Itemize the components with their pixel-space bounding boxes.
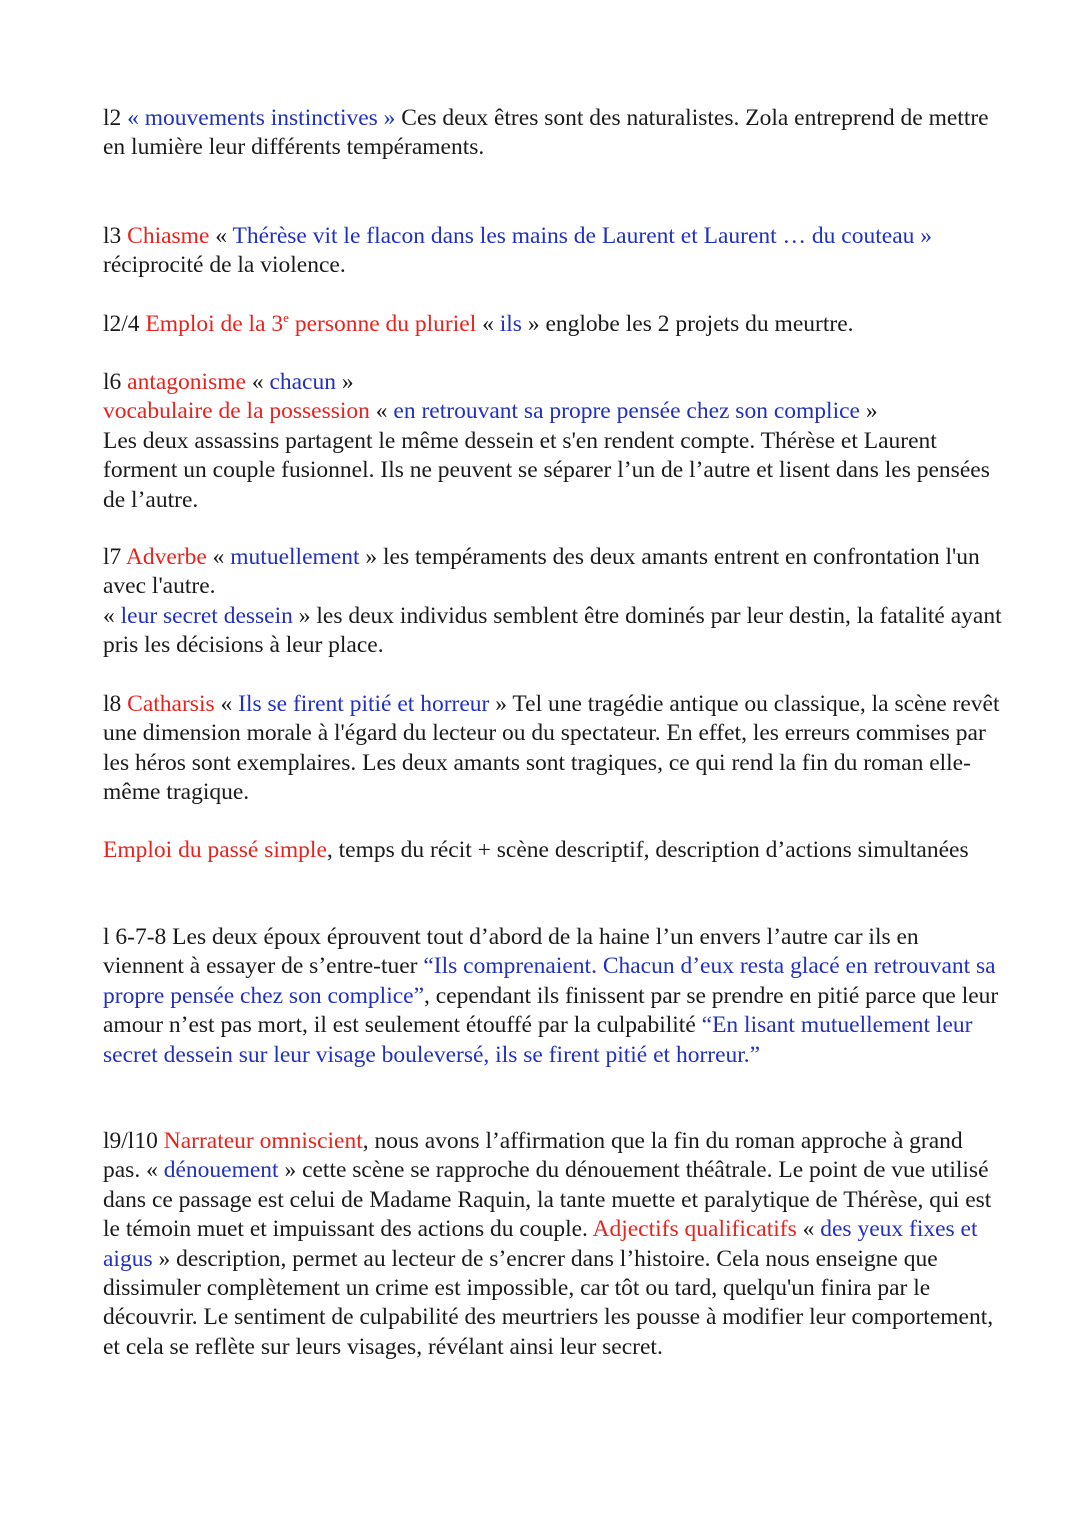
paragraph-l7 bbox=[103, 543, 1003, 661]
paragraph-passe-simple bbox=[103, 836, 1003, 865]
quotation: “Ils comprenaient. Chacun d’eux resta glacé en retrouvant sa propre pensée chez son complice” bbox=[103, 953, 996, 1009]
commentary-text: , nous avons l’affirmation que la fin du roman approche à grand pas. « bbox=[103, 1128, 963, 1184]
commentary-text: » les tempéraments des deux amants entrent en confrontation l'un avec l'autre. bbox=[103, 544, 980, 600]
commentary-text: Ces deux êtres sont des naturalistes. Zola entreprend de mettre en lumière leur différents tempéraments. bbox=[103, 105, 989, 161]
annotation-term: antagonisme bbox=[127, 369, 246, 395]
commentary-text: « bbox=[476, 311, 500, 337]
commentary-text: « bbox=[103, 602, 121, 629]
quotation: ils bbox=[499, 311, 522, 337]
commentary-text: l2/4 bbox=[103, 311, 146, 337]
commentary-text: » bbox=[859, 398, 878, 425]
commentary-text: , temps du récit + scène descriptif, description d’actions simultanées bbox=[326, 837, 969, 863]
commentary-text: l 6-7-8 Les deux époux éprouvent tout d’abord de la haine l’un envers l’autre car ils en viennent à essayer de s’entre-tuer bbox=[103, 924, 919, 980]
commentary-text: « bbox=[369, 398, 394, 425]
commentary-text: l3 bbox=[103, 223, 128, 249]
commentary-text: » cette scène se rapproche du dénouement théâtrale. Le point de vue utilisé dans ce passage est celui de Madame Raquin, la tante muette et paralytique de Thérèse, qui est le témoin muet et impuissant des actions du couple. bbox=[103, 1157, 992, 1243]
annotation-term: Emploi de la 3 bbox=[145, 311, 284, 337]
commentary-text: l7 bbox=[103, 544, 126, 570]
commentary-text: » englobe les 2 projets du meurtre. bbox=[521, 311, 854, 337]
paragraph-l6 bbox=[103, 368, 1003, 515]
annotation-term: Adverbe bbox=[125, 544, 207, 570]
commentary-text: , cependant ils finissent par se prendre en pitié parce que leur amour n’est pas mort, il est seulement étouffé par la culpabilité bbox=[103, 982, 999, 1039]
paragraph-l8 bbox=[103, 690, 1003, 808]
annotation-term: Emploi du passé simple bbox=[103, 837, 327, 863]
quotation: en retrouvant sa propre pensée chez son complice bbox=[393, 398, 860, 425]
paragraph-l2-4 bbox=[103, 310, 1003, 339]
annotation-term: e bbox=[283, 310, 289, 326]
commentary-text: « bbox=[206, 544, 231, 570]
commentary-text: réciprocité de la violence. bbox=[103, 252, 346, 279]
paragraph-l2 bbox=[103, 104, 1003, 163]
annotation-term: Adjectifs qualificatifs bbox=[592, 1216, 797, 1243]
quotation: mutuellement bbox=[230, 544, 360, 570]
commentary-text: Les deux assassins partagent le même dessein et s'en rendent compte. Thérèse et Laurent forment un couple fusionnel. Ils ne peuvent se séparer l’un de l’autre et lisent dans les pensées de l’autre. bbox=[103, 427, 990, 513]
quotation: Thérèse vit le flacon dans les mains de Laurent et Laurent … du couteau bbox=[232, 223, 915, 249]
commentary-text: l8 bbox=[103, 691, 128, 717]
annotation-term: Chiasme bbox=[127, 223, 210, 249]
commentary-text: « bbox=[245, 369, 270, 395]
commentary-text: « bbox=[796, 1216, 821, 1243]
quotation: » bbox=[914, 223, 932, 249]
commentary-text: » Tel une tragédie antique ou classique, la scène revêt une dimension morale à l'égard du lecteur ou du spectateur. En effet, les erreurs commises par les héros sont exemplaires. Les deux amants sont tragiques, ce qui rend la fin du roman elle-même tragique. bbox=[103, 691, 1000, 806]
commentary-text: l9/l10 bbox=[103, 1128, 164, 1154]
quotation: chacun bbox=[269, 369, 336, 395]
commentary-text: « bbox=[214, 691, 239, 717]
commentary-text: l6 bbox=[103, 369, 128, 395]
commentary-text: l2 bbox=[103, 105, 128, 131]
paragraph-l3 bbox=[103, 222, 1003, 281]
quotation: des yeux fixes et aigus bbox=[103, 1216, 978, 1272]
annotation-term: Narrateur omniscient bbox=[163, 1128, 363, 1154]
commentary-text: » bbox=[335, 369, 354, 395]
commentary-text: » les deux individus semblent être dominés par leur destin, la fatalité ayant pris les décisions à leur place. bbox=[103, 602, 1002, 659]
quotation: dénouement bbox=[163, 1157, 279, 1184]
annotation-term: personne du pluriel bbox=[288, 311, 477, 337]
quotation: « mouvements instinctives » bbox=[127, 105, 396, 131]
commentary-text: « bbox=[209, 223, 233, 249]
commentary-text: » description, permet au lecteur de s’encrer dans l’histoire. Cela nous enseigne que dissimuler complètement un crime est impossible, car tôt ou tard, quelqu'un finira par le découvrir. Le sentiment de culpabilité des meurtriers les pousse à modifier leur comportement, et cela se reflète sur leurs visages, révélant ainsi leur secret. bbox=[103, 1245, 994, 1360]
quotation: Ils se firent pitié et horreur bbox=[238, 691, 490, 717]
paragraph-l6-7-8 bbox=[103, 923, 1003, 1070]
paragraph-l9-l10 bbox=[103, 1127, 1003, 1362]
annotation-term: vocabulaire de la possession bbox=[103, 398, 370, 425]
annotation-term: Catharsis bbox=[127, 691, 215, 717]
quotation: leur secret dessein bbox=[120, 602, 293, 629]
quotation: “En lisant mutuellement leur secret dessein sur leur visage bouleversé, ils se firent pitié et horreur.” bbox=[103, 1012, 973, 1068]
